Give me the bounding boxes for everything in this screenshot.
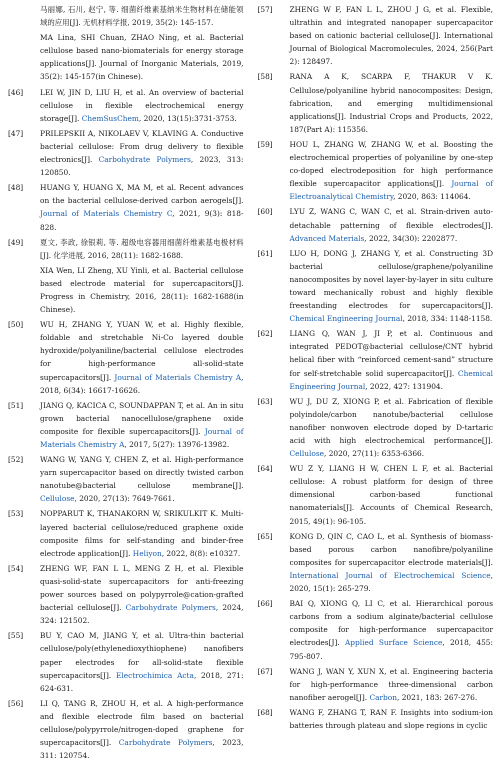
reference-fragment: NOPPARUT K, THANAKORN W, SRIKULKIT K. Multi-layered bacterial cellulose/reduced graphene oxide composite films for self-standing and binder-free electrode application[J].	[40, 509, 244, 558]
reference-text	[290, 327, 494, 392]
reference-column-left	[8, 3, 244, 761]
reference-fragment: WU J, DU Z, XIONG P, et al. Fabrication of flexible polyindole/carbon nanotube/bacterial cellulose nanofiber nonwoven electrode doped by D-tartaric acid with high electrochemical performance[J].	[289, 396, 493, 445]
reference-fragment: , 2020, 27(13): 7649-7661.	[74, 494, 175, 504]
reference-fragment: , 2020, 863: 114064.	[393, 192, 471, 202]
reference-number: [62]	[257, 329, 273, 339]
reference-fragment: 马丽娜, 石川, 赵宁, 等. 细菌纤维素基纳米生物材料在储能领域的应用[J]. 无机材料学报, 2019, 35(2): 145-157.	[40, 5, 244, 28]
journal-link[interactable]: Carbohydrate Polymers	[125, 603, 216, 613]
reference-fragment: HOU L, ZHANG W, ZHANG W, et al. Boosting the electrochemical properties of polyaniline by one-step co-doped electrodeposition for high performance flexible supercapacitor applications[J].	[289, 139, 493, 189]
reference-fragment: , 2021, 183: 267-276.	[397, 692, 478, 702]
reference-fragment: WU Z Y, LIANG H W, CHEN L F, et al. Bacterial cellulose: A robust platform for design of three dimensional carbon-based functional nanomaterials[J]. Accounts of Chemical Research, 2015, 49(1): 96-105.	[289, 464, 493, 526]
reference-fragment: BAI Q, XIONG Q, LI C, et al. Hierarchical porous carbons from a sodium alginate/bacterial cellulose composite for high-performance supercapacitor electrodes[J].	[289, 599, 493, 648]
reference-entry	[258, 205, 494, 244]
reference-text	[290, 530, 494, 595]
journal-link[interactable]: Cellulose	[289, 449, 324, 459]
reference-text	[290, 395, 494, 460]
reference-text	[290, 665, 494, 704]
reference-fragment: ZHENG WF, FAN L L, MENG Z H, et al. Flexible quasi-solid-state supercapacitors for anti-freezing power sources based on polypyrrole@cation-grafted bacterial cellulose[J].	[40, 563, 244, 613]
reference-entry	[8, 236, 244, 262]
reference-number: [52]	[8, 455, 24, 465]
reference-fragment: WANG J, WAN Y, XUN X, et al. Engineering bacteria for high-performance three-dimensional carbon nanofiber aerogel[J].	[289, 666, 493, 702]
reference-text	[40, 31, 244, 83]
reference-text	[290, 70, 494, 135]
journal-link[interactable]: Journal of Materials Chemistry A	[40, 426, 244, 449]
reference-text	[40, 562, 244, 627]
journal-link[interactable]: Advanced Materials	[289, 233, 365, 243]
reference-text	[40, 629, 244, 694]
reference-fragment: , 2018, 6(34): 16617-16626.	[40, 372, 244, 395]
reference-entry	[258, 395, 494, 460]
reference-fragment: MA Lina, SHI Chuan, ZHAO Ning, et al. Bacterial cellulose based nano-biomaterials for energy storage applications[J]. Journal of Inorganic Materials, 2019, 35(2): 145-157(in Chinese).	[40, 33, 244, 82]
reference-number: [51]	[8, 400, 24, 410]
reference-number: [68]	[257, 707, 273, 717]
reference-fragment: , 2017, 5(27): 13976-13982.	[124, 440, 230, 449]
reference-number	[8, 264, 40, 316]
reference-fragment: LYU Z, WANG C, WAN C, et al. Strain-driven auto-detachable patterning of flexible electrodes[J].	[289, 207, 493, 230]
reference-number: [65]	[257, 531, 273, 541]
reference-entry	[258, 597, 494, 662]
reference-number	[8, 3, 40, 29]
reference-text	[290, 138, 494, 203]
reference-number: [54]	[8, 563, 24, 573]
reference-number: [48]	[8, 183, 24, 193]
reference-entry	[8, 127, 244, 179]
reference-text	[40, 264, 244, 316]
reference-fragment: 夏文, 李政, 徐银莉, 等. 超级电容器用细菌纤维素基电极材料[J]. 化学进展, 2016, 28(11): 1682-1688.	[40, 237, 244, 260]
reference-fragment: PRILEPSKII A, NIKOLAEV V, KLAVING A. Conductive bacterial cellulose: From drug delivery to flexible electronics[J].	[40, 128, 244, 165]
reference-entry	[258, 327, 494, 392]
reference-fragment: LIANG Q, WAN J, JI P, et al. Continuous and integrated PEDOT@bacterial cellulose/CNT hybrid helical fiber with “reinforced cement-sand” structure for self-stretchable solid supercapacitor[J].	[289, 329, 493, 378]
reference-column-right	[257, 3, 494, 730]
reference-text	[290, 597, 494, 662]
journal-link[interactable]: Electrochimica Acta	[115, 670, 194, 680]
reference-entry	[8, 507, 244, 559]
reference-fragment: , 2020, 27(11): 6353-6366.	[324, 449, 425, 459]
reference-text	[40, 697, 244, 762]
reference-number: [57]	[257, 5, 273, 14]
reference-entry	[8, 264, 244, 316]
reference-fragment: , 2022, 34(30): 2202877.	[364, 233, 458, 243]
journal-link[interactable]: International Journal of Electrochemical Science	[289, 570, 491, 580]
reference-entry	[8, 181, 244, 233]
reference-fragment: , 2023, 313: 120850.	[40, 155, 244, 178]
reference-text	[290, 706, 494, 732]
reference-number: [47]	[8, 128, 24, 138]
reference-fragment: , 2022, 427: 131904.	[365, 381, 443, 391]
reference-number: [58]	[257, 72, 273, 82]
reference-number: [49]	[8, 237, 24, 247]
reference-fragment: ZHENG W F, FAN L L, ZHOU J G, et al. Flexible, ultrathin and integrated nanopaper supercapacitor based on cationic bacterial cellulose[J]. International Journal of Biological Macromolecules, 2024, 256(Part 2): 128497.	[289, 5, 493, 67]
reference-fragment: LEI W, JIN D, LIU H, et al. An overview of bacterial cellulose in flexible electrochemical energy storage[J].	[40, 87, 244, 123]
journal-link[interactable]: Journal of Materials Chemistry A	[114, 372, 242, 382]
reference-fragment: , 2024, 324: 121502.	[40, 603, 244, 626]
reference-number: [55]	[8, 631, 24, 641]
reference-number	[8, 31, 40, 83]
reference-entry	[8, 697, 244, 762]
reference-text	[290, 205, 494, 244]
reference-text	[40, 507, 244, 559]
reference-text	[40, 127, 244, 179]
journal-link[interactable]: Journal of Materials Chemistry C	[40, 209, 173, 219]
reference-number: [61]	[257, 248, 273, 258]
reference-entry	[8, 629, 244, 694]
journal-link[interactable]: ChemSusChem	[81, 113, 139, 123]
reference-number: [50]	[8, 320, 24, 330]
reference-entry	[258, 70, 494, 135]
reference-fragment: LUO H, DONG J, ZHANG Y, et al. Constructing 3D bacterial cellulose/graphene/polyaniline nanocomposites by novel layer-by-layer in situ culture toward mechanically robust and highly flexible freestanding electrodes for supercapacitors[J].	[289, 248, 493, 311]
reference-entry	[258, 3, 494, 68]
reference-fragment: WANG F, ZHANG T, RAN F. Insights into sodium-ion batteries through plateau and slope regions in cyclic	[289, 707, 493, 730]
journal-link[interactable]: Carbohydrate Polymers	[98, 155, 191, 165]
reference-number: [64]	[257, 464, 273, 474]
reference-entry	[8, 318, 244, 397]
reference-fragment: HUANG Y, HUANG X, MA M, et al. Recent advances on the bacterial cellulose-derived carbon aerogels[J].	[40, 183, 244, 206]
reference-fragment: XIA Wen, LI Zheng, XU Yinli, et al. Bacterial cellulose based electrode material for supercapacitors[J]. Progress in Chemistry, 2016, 28(11): 1682-1688(in Chinese).	[40, 265, 244, 315]
reference-fragment: JIANG Q, KACICA C, SOUNDAPPAN T, et al. An in situ grown bacterial nanocellulose/graphene oxide composite for flexible supercapacitors[J].	[40, 400, 244, 436]
reference-number: [60]	[257, 207, 273, 217]
reference-fragment: , 2018, 271: 624-631.	[40, 670, 244, 693]
reference-text	[40, 3, 244, 29]
reference-number: [56]	[8, 698, 24, 708]
reference-entry	[258, 247, 494, 326]
reference-entry	[258, 530, 494, 595]
reference-text	[40, 236, 244, 262]
journal-link[interactable]: Journal of Electroanalytical Chemistry	[289, 179, 493, 202]
journal-link[interactable]: Carbohydrate Polymers	[118, 738, 213, 748]
reference-text	[290, 462, 494, 527]
reference-entry	[8, 562, 244, 627]
reference-fragment: RANA A K, SCARPA F, THAKUR V K. Cellulose/polyaniline hybrid nanocomposites: Design, fabrication, and emerging multidimensional applications[J]. Industrial Crops and Products, 2022, 187(Part A): 115356.	[289, 72, 493, 134]
reference-number: [67]	[257, 666, 273, 676]
reference-text	[40, 181, 244, 233]
reference-fragment: BU Y, CAO M, JIANG Y, et al. Ultra-thin bacterial cellulose/poly(ethylenedioxythiophene) nanofibers paper electrodes for all-solid-state flexible supercapacitors[J].	[40, 631, 244, 680]
journal-link[interactable]: Chemical Engineering Journal	[289, 368, 493, 391]
reference-fragment: , 2020, 13(15):3731-3753.	[138, 113, 237, 123]
reference-text	[40, 399, 244, 451]
journal-link[interactable]: Cellulose	[40, 494, 75, 504]
reference-number: [63]	[257, 396, 273, 406]
reference-entry	[8, 399, 244, 451]
reference-fragment: WU H, ZHANG Y, YUAN W, et al. Highly flexible, foldable and stretchable Ni-Co layered double hydroxide/polyaniline/bacterial cellulose electrodes for high-performance all-solid-state supercapacitors[J].	[40, 320, 244, 382]
reference-fragment: , 2018, 334: 1148-1158.	[402, 314, 493, 324]
reference-text	[290, 3, 494, 68]
reference-entry	[258, 665, 494, 704]
reference-text	[40, 453, 244, 505]
reference-entry	[258, 706, 494, 732]
reference-number: [59]	[257, 139, 273, 149]
reference-fragment: , 2018, 455: 795-807.	[289, 638, 493, 661]
reference-number: [46]	[8, 87, 24, 97]
reference-text	[290, 247, 494, 326]
reference-fragment: , 2021, 9(3): 818-828.	[40, 209, 244, 232]
reference-text	[40, 86, 244, 125]
reference-fragment: WANG W, YANG Y, CHEN Z, et al. High-performance yarn supercapacitor based on directly twisted carbon nanotube@bacterial cellulose membrane[J].	[40, 455, 244, 491]
journal-link[interactable]: Heliyon	[132, 548, 162, 558]
reference-fragment: LI Q, TANG R, ZHOU H, et al. A high-performance and flexible electrode film based on bacterial cellulose/polypyrrole/nitrogen-doped graphene for supercapacitors[J].	[40, 698, 244, 748]
journal-link[interactable]: Chemical Engineering Journal	[289, 314, 403, 324]
journal-link[interactable]: Carbon	[369, 692, 397, 702]
reference-entry	[258, 138, 494, 203]
journal-link[interactable]: Applied Surface Science	[344, 638, 443, 648]
reference-entry	[8, 31, 244, 83]
reference-fragment: , 2022, 8(8): e10327.	[161, 548, 241, 558]
reference-entry	[8, 3, 244, 29]
reference-number: [53]	[8, 509, 24, 519]
reference-fragment: KONG D, QIN C, CAO L, et al. Synthesis of biomass-based porous carbon nanofibre/polyaniline composites for supercapacitor electrode materials[J].	[289, 531, 493, 567]
reference-number: [66]	[257, 599, 273, 609]
reference-fragment: , 2020, 15(1): 265-279.	[289, 570, 493, 594]
reference-entry	[8, 453, 244, 505]
reference-entry	[258, 462, 494, 527]
reference-entry	[8, 86, 244, 125]
reference-text	[40, 318, 244, 397]
reference-fragment: , 2023, 311: 120754.	[40, 738, 244, 761]
